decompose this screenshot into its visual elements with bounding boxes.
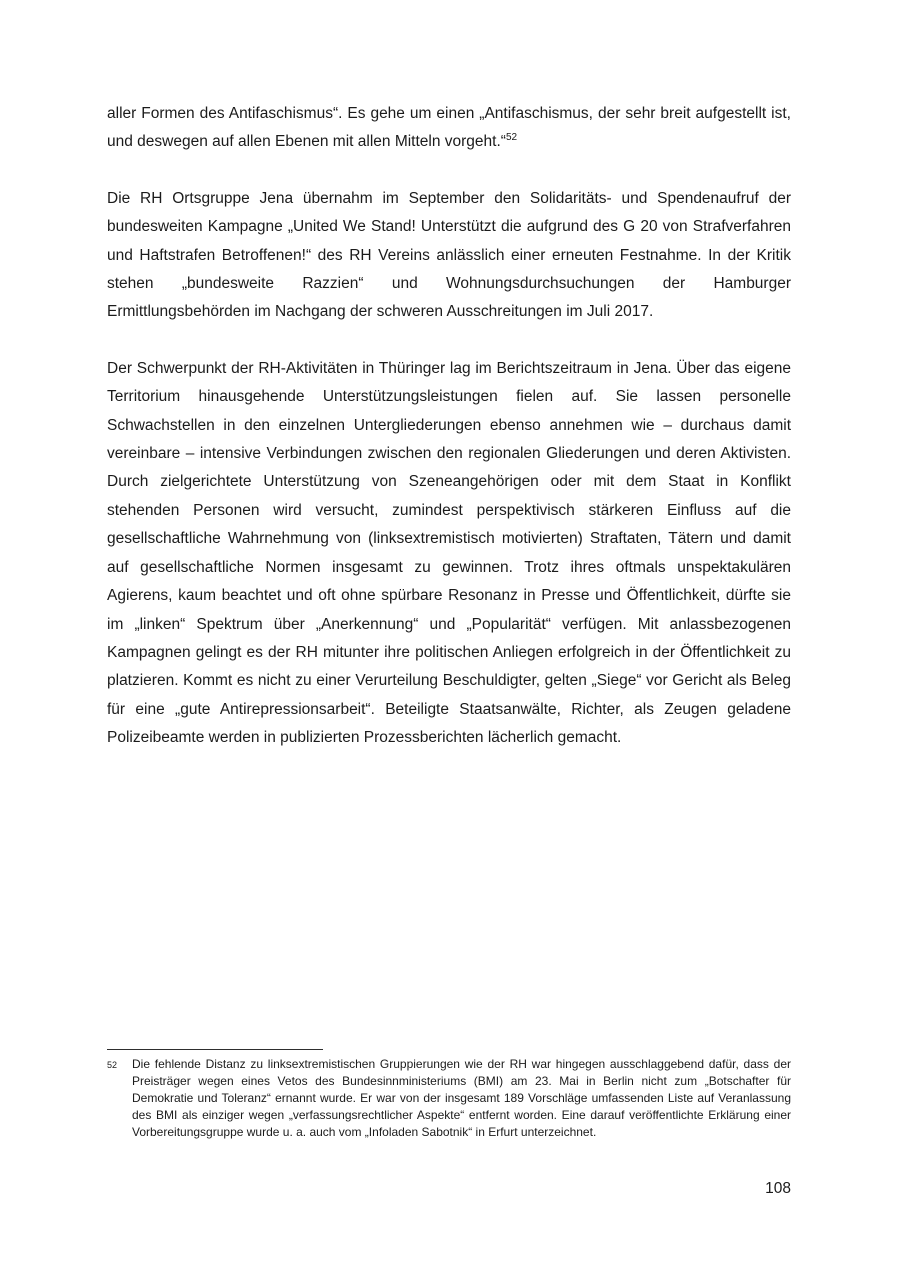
page-number: 108 bbox=[765, 1180, 791, 1197]
footnote-text: Die fehlende Distanz zu linksextremistischen Gruppierungen wie der RH war hingegen ausschlaggebend dafür, dass der Preisträger wegen eines Vetos des Bundesinnministeriums (BMI) am 23. Mai in Berlin nicht zum „Botschafter für Demokratie und Toleranz“ ernannt wurde. Er war von der insgesamt 189 Vorschläge umfassenden Liste auf Veranlassung des BMI als einziger wegen „verfassungsrechtlicher Aspekte“ entfernt worden. Eine darauf veröffentlichte Erklärung einer Vorbereitungsgruppe wurde u. a. auch vom „Infoladen Sabotnik“ in Erfurt unterzeichnet. bbox=[132, 1057, 791, 1139]
footnote-area bbox=[107, 1049, 791, 1141]
page-body bbox=[107, 100, 791, 781]
footnote-reference: 52 bbox=[505, 132, 518, 144]
footnote-marker: 52 bbox=[107, 1060, 118, 1070]
paragraph bbox=[107, 100, 791, 157]
footnote-separator bbox=[107, 1049, 323, 1050]
paragraph-text: aller Formen des Antifaschismus“. Es gehe um einen „Antifaschismus, der sehr breit aufgestellt ist, und deswegen auf allen Ebenen mit allen Mitteln vorgeht.“ bbox=[107, 105, 791, 151]
paragraph: Der Schwerpunkt der RH-Aktivitäten in Thüringer lag im Berichtszeitraum in Jena. Über das eigene Territorium hinausgehende Unterstützungsleistungen fielen auf. Sie lassen personelle Schwachstellen in den einzelnen Untergliederungen ebenso annehmen wie – durchaus damit vereinbare – intensive Verbindungen zwischen den regionalen Gliederungen und deren Aktivisten. Durch zielgerichtete Unterstützung von Szeneangehörigen oder mit dem Staat in Konflikt stehenden Personen wird versucht, zumindest perspektivisch stärkeren Einfluss auf die gesellschaftliche Wahrnehmung von (linksextremistisch motivierten) Straftaten, Tätern und damit auf gesellschaftliche Normen insgesamt zu gewinnen. Trotz ihres oftmals unspektakulären Agierens, kaum beachtet und oft ohne spürbare Resonanz in Presse und Öffentlichkeit, dürfte sie im „linken“ Spektrum über „Anerkennung“ und „Popularität“ verfügen. Mit anlassbezogenen Kampagnen gelingt es der RH mitunter ihre politischen Anliegen erfolgreich in der Öffentlichkeit zu platzieren. Kommt es nicht zu einer Verurteilung Beschuldigter, gelten „Siege“ vor Gericht als Beleg für eine „gute Antirepressionsarbeit“. Beteiligte Staatsanwälte, Richter, als Zeugen geladene Polizeibeamte werden in publizierten Prozessberichten lächerlich gemacht. bbox=[107, 359, 791, 747]
footnote bbox=[107, 1056, 791, 1141]
paragraph: Die RH Ortsgruppe Jena übernahm im September den Solidaritäts- und Spendenaufruf der bundesweiten Kampagne „United We Stand! Unterstützt die aufgrund des G 20 von Strafverfahren und Haftstrafen Betroffenen!“ des RH Vereins anlässlich einer erneuten Festnahme. In der Kritik stehen „bundesweite Razzien“ und Wohnungsdurchsuchungen der Hamburger Ermittlungsbehörden im Nachgang der schweren Ausschreitungen im Juli 2017. bbox=[107, 189, 791, 321]
